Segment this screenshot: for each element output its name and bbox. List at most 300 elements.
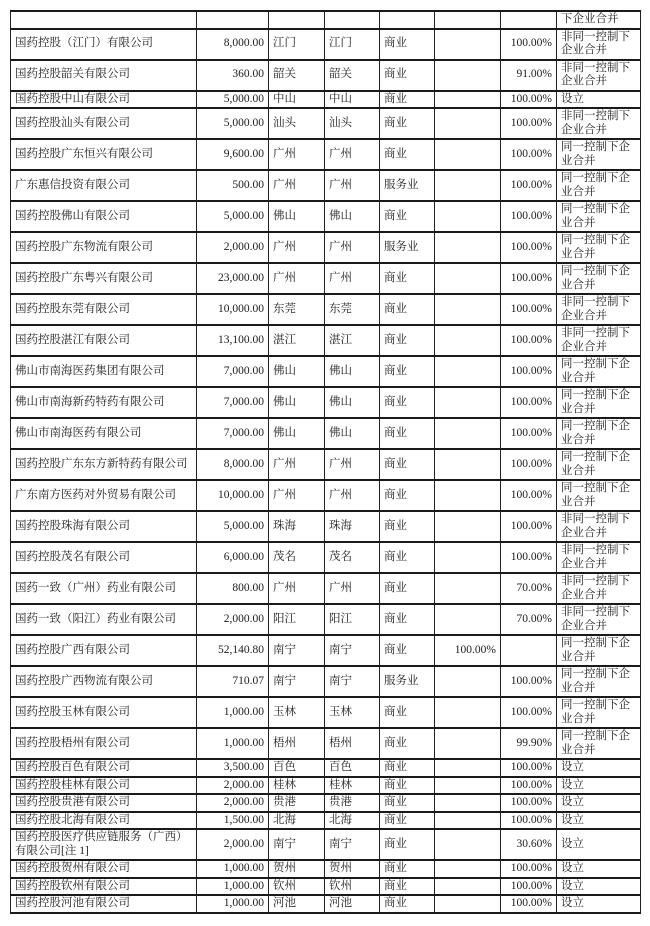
indirect-shareholding-cell: 100.00%	[501, 777, 557, 795]
acquisition-method-cell: 同一控制下企业合并	[557, 263, 641, 294]
direct-shareholding-cell	[435, 356, 501, 387]
business-nature-cell: 商业	[380, 878, 435, 896]
registered-capital-cell: 8,000.00	[197, 29, 269, 60]
direct-shareholding-cell	[435, 170, 501, 201]
company-name-cell: 国药控股广东物流有限公司	[11, 232, 197, 263]
direct-shareholding-cell	[435, 29, 501, 60]
indirect-shareholding-cell: 99.90%	[501, 728, 557, 759]
direct-shareholding-cell	[435, 794, 501, 812]
business-nature-cell: 商业	[380, 449, 435, 480]
table-row	[11, 895, 641, 913]
registered-capital-cell: 5,000.00	[197, 108, 269, 139]
table-row	[11, 666, 641, 697]
direct-shareholding-cell	[435, 418, 501, 449]
direct-shareholding-cell	[435, 697, 501, 728]
registered-capital-cell: 2,000.00	[197, 232, 269, 263]
registered-capital-cell: 52,140.80	[197, 635, 269, 666]
indirect-shareholding-cell: 100.00%	[501, 232, 557, 263]
registration-place-cell: 韶关	[269, 60, 325, 91]
registration-place-cell: 南宁	[269, 666, 325, 697]
company-name-cell: 国药一致（广州）药业有限公司	[11, 573, 197, 604]
business-place-cell: 中山	[325, 91, 380, 109]
registration-place-cell: 中山	[269, 91, 325, 109]
business-nature-cell: 商业	[380, 418, 435, 449]
business-nature-cell: 商业	[380, 108, 435, 139]
company-name-cell: 国药控股珠海有限公司	[11, 511, 197, 542]
registration-place-cell: 梧州	[269, 728, 325, 759]
indirect-shareholding-cell: 70.00%	[501, 573, 557, 604]
indirect-shareholding-cell: 100.00%	[501, 878, 557, 896]
business-nature-cell: 商业	[380, 325, 435, 356]
indirect-shareholding-cell: 100.00%	[501, 511, 557, 542]
indirect-shareholding-cell: 100.00%	[501, 263, 557, 294]
subsidiaries-table-body	[11, 11, 641, 913]
registered-capital-cell: 5,000.00	[197, 201, 269, 232]
indirect-shareholding-cell: 100.00%	[501, 294, 557, 325]
acquisition-method-cell: 下企业合并	[557, 11, 641, 29]
registration-place-cell: 茂名	[269, 542, 325, 573]
acquisition-method-cell: 同一控制下企业合并	[557, 232, 641, 263]
business-place-cell: 茂名	[325, 542, 380, 573]
registration-place-cell: 广州	[269, 170, 325, 201]
table-row	[11, 604, 641, 635]
business-place-cell: 韶关	[325, 60, 380, 91]
direct-shareholding-cell	[435, 573, 501, 604]
company-name-cell: 国药控股河池有限公司	[11, 895, 197, 913]
acquisition-method-cell: 非同一控制下企业合并	[557, 60, 641, 91]
table-row	[11, 878, 641, 896]
registered-capital-cell: 23,000.00	[197, 263, 269, 294]
table-row	[11, 794, 641, 812]
business-place-cell: 汕头	[325, 108, 380, 139]
company-name-cell: 国药控股广东粤兴有限公司	[11, 263, 197, 294]
table-row	[11, 860, 641, 878]
business-place-cell: 佛山	[325, 356, 380, 387]
business-place-cell: 佛山	[325, 418, 380, 449]
company-name-cell: 国药控股贺州有限公司	[11, 860, 197, 878]
direct-shareholding-cell	[435, 60, 501, 91]
business-nature-cell: 商业	[380, 542, 435, 573]
business-nature-cell: 商业	[380, 387, 435, 418]
direct-shareholding-cell	[435, 878, 501, 896]
acquisition-method-cell: 设立	[557, 777, 641, 795]
direct-shareholding-cell	[435, 759, 501, 777]
direct-shareholding-cell	[435, 263, 501, 294]
direct-shareholding-cell	[435, 666, 501, 697]
registered-capital-cell: 10,000.00	[197, 294, 269, 325]
registration-place-cell: 佛山	[269, 356, 325, 387]
indirect-shareholding-cell: 100.00%	[501, 895, 557, 913]
indirect-shareholding-cell: 100.00%	[501, 759, 557, 777]
registered-capital-cell: 1,000.00	[197, 895, 269, 913]
business-place-cell	[325, 11, 380, 29]
company-name-cell: 国药控股梧州有限公司	[11, 728, 197, 759]
business-nature-cell: 商业	[380, 635, 435, 666]
business-place-cell: 珠海	[325, 511, 380, 542]
registered-capital-cell: 1,500.00	[197, 812, 269, 830]
company-name-cell: 国药控股茂名有限公司	[11, 542, 197, 573]
indirect-shareholding-cell: 100.00%	[501, 91, 557, 109]
direct-shareholding-cell	[435, 201, 501, 232]
company-name-cell: 国药控股桂林有限公司	[11, 777, 197, 795]
registration-place-cell: 湛江	[269, 325, 325, 356]
indirect-shareholding-cell: 100.00%	[501, 812, 557, 830]
registered-capital-cell: 1,000.00	[197, 697, 269, 728]
acquisition-method-cell: 非同一控制下企业合并	[557, 604, 641, 635]
business-nature-cell: 服务业	[380, 666, 435, 697]
registered-capital-cell: 500.00	[197, 170, 269, 201]
table-row	[11, 449, 641, 480]
business-nature-cell: 商业	[380, 480, 435, 511]
acquisition-method-cell: 同一控制下企业合并	[557, 418, 641, 449]
table-row	[11, 356, 641, 387]
business-nature-cell: 商业	[380, 91, 435, 109]
indirect-shareholding-cell: 100.00%	[501, 201, 557, 232]
business-place-cell: 百色	[325, 759, 380, 777]
registration-place-cell: 珠海	[269, 511, 325, 542]
table-row	[11, 418, 641, 449]
acquisition-method-cell: 非同一控制下企业合并	[557, 542, 641, 573]
registration-place-cell: 广州	[269, 573, 325, 604]
company-name-cell: 国药控股东莞有限公司	[11, 294, 197, 325]
indirect-shareholding-cell	[501, 11, 557, 29]
registered-capital-cell: 3,500.00	[197, 759, 269, 777]
acquisition-method-cell: 同一控制下企业合并	[557, 697, 641, 728]
acquisition-method-cell: 设立	[557, 860, 641, 878]
business-nature-cell: 商业	[380, 201, 435, 232]
indirect-shareholding-cell: 100.00%	[501, 387, 557, 418]
company-name-cell	[11, 11, 197, 29]
direct-shareholding-cell	[435, 139, 501, 170]
acquisition-method-cell: 设立	[557, 91, 641, 109]
registered-capital-cell: 2,000.00	[197, 777, 269, 795]
business-place-cell: 佛山	[325, 387, 380, 418]
direct-shareholding-cell	[435, 232, 501, 263]
table-row	[11, 511, 641, 542]
business-nature-cell: 商业	[380, 356, 435, 387]
acquisition-method-cell: 同一控制下企业合并	[557, 387, 641, 418]
table-row	[11, 201, 641, 232]
business-place-cell: 阳江	[325, 604, 380, 635]
acquisition-method-cell: 同一控制下企业合并	[557, 170, 641, 201]
registration-place-cell: 汕头	[269, 108, 325, 139]
registered-capital-cell: 800.00	[197, 573, 269, 604]
table-row	[11, 11, 641, 29]
business-place-cell: 梧州	[325, 728, 380, 759]
acquisition-method-cell: 非同一控制下企业合并	[557, 29, 641, 60]
indirect-shareholding-cell: 100.00%	[501, 170, 557, 201]
table-row	[11, 170, 641, 201]
registered-capital-cell: 2,000.00	[197, 794, 269, 812]
direct-shareholding-cell	[435, 480, 501, 511]
business-place-cell: 贺州	[325, 860, 380, 878]
indirect-shareholding-cell: 100.00%	[501, 418, 557, 449]
registered-capital-cell: 2,000.00	[197, 604, 269, 635]
table-row	[11, 728, 641, 759]
company-name-cell: 国药控股湛江有限公司	[11, 325, 197, 356]
registered-capital-cell: 360.00	[197, 60, 269, 91]
direct-shareholding-cell	[435, 511, 501, 542]
acquisition-method-cell: 设立	[557, 829, 641, 860]
acquisition-method-cell: 设立	[557, 878, 641, 896]
direct-shareholding-cell	[435, 728, 501, 759]
business-nature-cell: 商业	[380, 263, 435, 294]
indirect-shareholding-cell	[501, 635, 557, 666]
table-row	[11, 232, 641, 263]
business-place-cell: 东莞	[325, 294, 380, 325]
business-place-cell: 广州	[325, 449, 380, 480]
direct-shareholding-cell	[435, 542, 501, 573]
registered-capital-cell: 6,000.00	[197, 542, 269, 573]
business-place-cell: 北海	[325, 812, 380, 830]
table-row	[11, 759, 641, 777]
acquisition-method-cell: 同一控制下企业合并	[557, 728, 641, 759]
company-name-cell: 国药控股北海有限公司	[11, 812, 197, 830]
direct-shareholding-cell	[435, 604, 501, 635]
acquisition-method-cell: 非同一控制下企业合并	[557, 294, 641, 325]
business-place-cell: 南宁	[325, 635, 380, 666]
business-place-cell: 广州	[325, 139, 380, 170]
business-nature-cell: 商业	[380, 759, 435, 777]
company-name-cell: 佛山市南海医药有限公司	[11, 418, 197, 449]
company-name-cell: 广东惠信投资有限公司	[11, 170, 197, 201]
business-place-cell: 玉林	[325, 697, 380, 728]
business-nature-cell: 商业	[380, 511, 435, 542]
direct-shareholding-cell: 100.00%	[435, 635, 501, 666]
acquisition-method-cell: 同一控制下企业合并	[557, 449, 641, 480]
acquisition-method-cell: 非同一控制下企业合并	[557, 108, 641, 139]
business-place-cell: 广州	[325, 263, 380, 294]
registration-place-cell: 百色	[269, 759, 325, 777]
indirect-shareholding-cell: 100.00%	[501, 449, 557, 480]
indirect-shareholding-cell: 30.60%	[501, 829, 557, 860]
business-nature-cell: 商业	[380, 139, 435, 170]
registration-place-cell: 东莞	[269, 294, 325, 325]
table-row	[11, 294, 641, 325]
table-row	[11, 542, 641, 573]
table-row	[11, 812, 641, 830]
registration-place-cell: 贵港	[269, 794, 325, 812]
company-name-cell: 国药控股广西有限公司	[11, 635, 197, 666]
registration-place-cell: 钦州	[269, 878, 325, 896]
indirect-shareholding-cell: 100.00%	[501, 139, 557, 170]
business-place-cell: 佛山	[325, 201, 380, 232]
indirect-shareholding-cell: 100.00%	[501, 542, 557, 573]
business-place-cell: 南宁	[325, 829, 380, 860]
business-nature-cell: 服务业	[380, 170, 435, 201]
direct-shareholding-cell	[435, 895, 501, 913]
document-page	[10, 10, 640, 914]
registered-capital-cell	[197, 11, 269, 29]
registration-place-cell: 广州	[269, 263, 325, 294]
business-place-cell: 江门	[325, 29, 380, 60]
business-place-cell: 钦州	[325, 878, 380, 896]
indirect-shareholding-cell: 100.00%	[501, 794, 557, 812]
company-name-cell: 国药控股广东恒兴有限公司	[11, 139, 197, 170]
registered-capital-cell: 7,000.00	[197, 418, 269, 449]
business-nature-cell	[380, 11, 435, 29]
registration-place-cell: 玉林	[269, 697, 325, 728]
business-place-cell: 贵港	[325, 794, 380, 812]
acquisition-method-cell: 设立	[557, 759, 641, 777]
business-nature-cell: 服务业	[380, 232, 435, 263]
indirect-shareholding-cell: 100.00%	[501, 666, 557, 697]
direct-shareholding-cell	[435, 829, 501, 860]
company-name-cell: 国药控股贵港有限公司	[11, 794, 197, 812]
company-name-cell: 国药控股钦州有限公司	[11, 878, 197, 896]
company-name-cell: 国药控股广东东方新特药有限公司	[11, 449, 197, 480]
registration-place-cell: 南宁	[269, 635, 325, 666]
company-name-cell: 广东南方医药对外贸易有限公司	[11, 480, 197, 511]
registration-place-cell: 桂林	[269, 777, 325, 795]
acquisition-method-cell: 非同一控制下企业合并	[557, 325, 641, 356]
company-name-cell: 佛山市南海新药特药有限公司	[11, 387, 197, 418]
business-place-cell: 广州	[325, 232, 380, 263]
company-name-cell: 国药控股（江门）有限公司	[11, 29, 197, 60]
registration-place-cell: 广州	[269, 232, 325, 263]
business-place-cell: 湛江	[325, 325, 380, 356]
subsidiaries-table	[10, 10, 641, 914]
acquisition-method-cell: 同一控制下企业合并	[557, 139, 641, 170]
direct-shareholding-cell	[435, 11, 501, 29]
direct-shareholding-cell	[435, 325, 501, 356]
direct-shareholding-cell	[435, 449, 501, 480]
acquisition-method-cell: 设立	[557, 794, 641, 812]
indirect-shareholding-cell: 100.00%	[501, 325, 557, 356]
registered-capital-cell: 2,000.00	[197, 829, 269, 860]
business-nature-cell: 商业	[380, 294, 435, 325]
registered-capital-cell: 1,000.00	[197, 728, 269, 759]
business-nature-cell: 商业	[380, 573, 435, 604]
registration-place-cell: 河池	[269, 895, 325, 913]
registered-capital-cell: 10,000.00	[197, 480, 269, 511]
indirect-shareholding-cell: 70.00%	[501, 604, 557, 635]
business-nature-cell: 商业	[380, 604, 435, 635]
direct-shareholding-cell	[435, 91, 501, 109]
business-nature-cell: 商业	[380, 829, 435, 860]
business-place-cell: 广州	[325, 170, 380, 201]
table-row	[11, 29, 641, 60]
registration-place-cell: 南宁	[269, 829, 325, 860]
acquisition-method-cell: 同一控制下企业合并	[557, 635, 641, 666]
table-row	[11, 60, 641, 91]
business-nature-cell: 商业	[380, 812, 435, 830]
direct-shareholding-cell	[435, 387, 501, 418]
table-row	[11, 139, 641, 170]
registered-capital-cell: 13,100.00	[197, 325, 269, 356]
acquisition-method-cell: 同一控制下企业合并	[557, 480, 641, 511]
business-nature-cell: 商业	[380, 794, 435, 812]
registered-capital-cell: 1,000.00	[197, 860, 269, 878]
company-name-cell: 国药控股医疗供应链服务（广西）有限公司[注 1]	[11, 829, 197, 860]
business-place-cell: 南宁	[325, 666, 380, 697]
registered-capital-cell: 7,000.00	[197, 387, 269, 418]
business-nature-cell: 商业	[380, 777, 435, 795]
business-place-cell: 河池	[325, 895, 380, 913]
company-name-cell: 国药控股汕头有限公司	[11, 108, 197, 139]
business-nature-cell: 商业	[380, 860, 435, 878]
table-row	[11, 108, 641, 139]
table-row	[11, 263, 641, 294]
acquisition-method-cell: 设立	[557, 812, 641, 830]
acquisition-method-cell: 非同一控制下企业合并	[557, 573, 641, 604]
table-row	[11, 325, 641, 356]
indirect-shareholding-cell: 100.00%	[501, 108, 557, 139]
registered-capital-cell: 5,000.00	[197, 511, 269, 542]
acquisition-method-cell: 同一控制下企业合并	[557, 356, 641, 387]
registered-capital-cell: 8,000.00	[197, 449, 269, 480]
acquisition-method-cell: 同一控制下企业合并	[557, 666, 641, 697]
company-name-cell: 国药控股百色有限公司	[11, 759, 197, 777]
registration-place-cell: 广州	[269, 139, 325, 170]
table-row	[11, 480, 641, 511]
company-name-cell: 国药一致（阳江）药业有限公司	[11, 604, 197, 635]
direct-shareholding-cell	[435, 777, 501, 795]
company-name-cell: 佛山市南海医药集团有限公司	[11, 356, 197, 387]
registered-capital-cell: 1,000.00	[197, 878, 269, 896]
registration-place-cell: 佛山	[269, 201, 325, 232]
company-name-cell: 国药控股中山有限公司	[11, 91, 197, 109]
registration-place-cell: 佛山	[269, 387, 325, 418]
acquisition-method-cell: 非同一控制下企业合并	[557, 511, 641, 542]
business-nature-cell: 商业	[380, 697, 435, 728]
direct-shareholding-cell	[435, 108, 501, 139]
table-row	[11, 635, 641, 666]
registration-place-cell: 江门	[269, 29, 325, 60]
company-name-cell: 国药控股广西物流有限公司	[11, 666, 197, 697]
business-place-cell: 广州	[325, 480, 380, 511]
registration-place-cell: 广州	[269, 449, 325, 480]
acquisition-method-cell: 同一控制下企业合并	[557, 201, 641, 232]
table-row	[11, 829, 641, 860]
table-row	[11, 91, 641, 109]
registered-capital-cell: 710.07	[197, 666, 269, 697]
indirect-shareholding-cell: 100.00%	[501, 356, 557, 387]
direct-shareholding-cell	[435, 812, 501, 830]
registration-place-cell: 佛山	[269, 418, 325, 449]
registration-place-cell	[269, 11, 325, 29]
direct-shareholding-cell	[435, 294, 501, 325]
business-nature-cell: 商业	[380, 29, 435, 60]
table-row	[11, 697, 641, 728]
business-nature-cell: 商业	[380, 60, 435, 91]
registered-capital-cell: 9,600.00	[197, 139, 269, 170]
indirect-shareholding-cell: 91.00%	[501, 60, 557, 91]
indirect-shareholding-cell: 100.00%	[501, 697, 557, 728]
indirect-shareholding-cell: 100.00%	[501, 480, 557, 511]
table-row	[11, 573, 641, 604]
indirect-shareholding-cell: 100.00%	[501, 29, 557, 60]
registration-place-cell: 北海	[269, 812, 325, 830]
company-name-cell: 国药控股韶关有限公司	[11, 60, 197, 91]
table-row	[11, 387, 641, 418]
registered-capital-cell: 5,000.00	[197, 91, 269, 109]
registration-place-cell: 广州	[269, 480, 325, 511]
business-place-cell: 广州	[325, 573, 380, 604]
business-place-cell: 桂林	[325, 777, 380, 795]
business-nature-cell: 商业	[380, 728, 435, 759]
business-nature-cell: 商业	[380, 895, 435, 913]
company-name-cell: 国药控股玉林有限公司	[11, 697, 197, 728]
table-row	[11, 777, 641, 795]
indirect-shareholding-cell: 100.00%	[501, 860, 557, 878]
company-name-cell: 国药控股佛山有限公司	[11, 201, 197, 232]
direct-shareholding-cell	[435, 860, 501, 878]
registered-capital-cell: 7,000.00	[197, 356, 269, 387]
acquisition-method-cell: 设立	[557, 895, 641, 913]
registration-place-cell: 贺州	[269, 860, 325, 878]
registration-place-cell: 阳江	[269, 604, 325, 635]
